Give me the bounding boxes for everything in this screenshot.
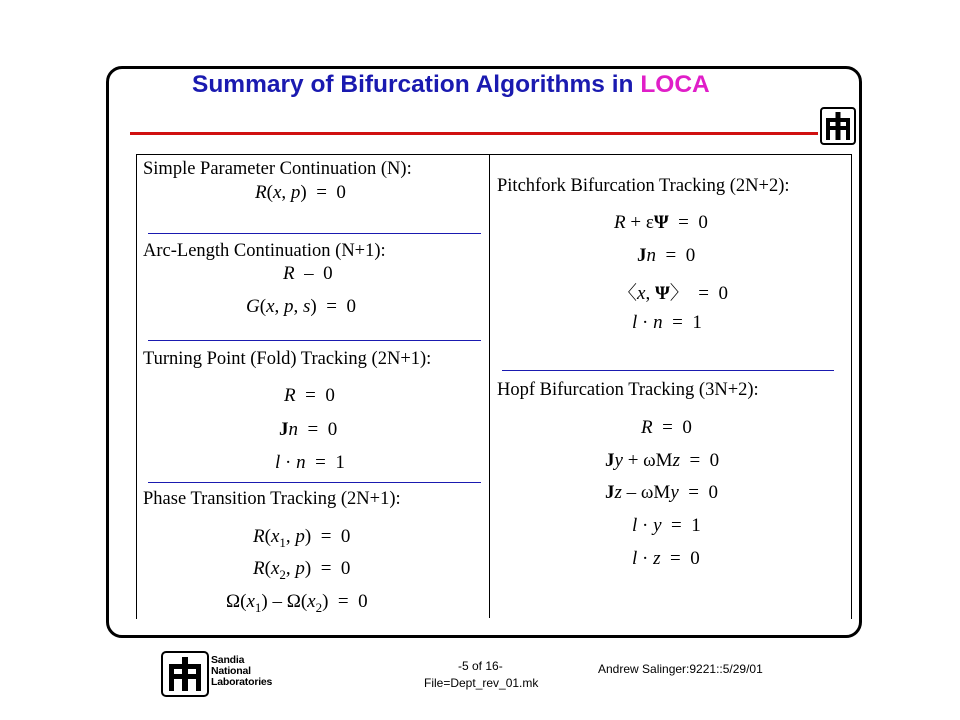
section-divider	[148, 482, 481, 483]
turning-point-equation-2: Jn = 0	[279, 419, 338, 440]
hopf-heading: Hopf Bifurcation Tracking (3N+2):	[497, 380, 759, 400]
title-underline	[130, 132, 818, 135]
sandia-footer-logo-icon	[161, 651, 209, 697]
phase-transition-equation-3: $\Omega(x_1) - \Omega(x_2) = 0$	[226, 591, 368, 615]
slide-title: Summary of Bifurcation Algorithms in LOCA	[192, 71, 710, 98]
pitchfork-equation-1: R + εΨ = 0	[614, 212, 708, 233]
section-divider	[148, 233, 481, 234]
hopf-equation-1: R = 0	[641, 417, 692, 438]
file-name: File=Dept_rev_01.mk	[424, 676, 539, 690]
turning-point-equation-1: R = 0	[284, 385, 335, 406]
pitchfork-equation-4: l · n = 1	[632, 312, 702, 333]
phase-transition-equation-2: $R(x_2$, p) = 0	[253, 558, 351, 582]
page-number: -5 of 16-	[458, 659, 503, 673]
simple-continuation-equation: R(x, p) = 0	[255, 182, 346, 203]
author-date: Andrew Salinger:9221::5/29/01	[598, 662, 763, 676]
phase-transition-heading: Phase Transition Tracking (2N+1):	[143, 489, 401, 509]
simple-continuation-heading: Simple Parameter Continuation (N):	[143, 159, 412, 179]
pitchfork-equation-2: Jn = 0	[637, 245, 696, 266]
pitchfork-heading: Pitchfork Bifurcation Tracking (2N+2):	[497, 176, 790, 196]
section-divider	[148, 340, 481, 341]
section-divider	[502, 370, 834, 371]
arc-length-heading: Arc-Length Continuation (N+1):	[143, 241, 386, 261]
turning-point-equation-3: l · n = 1	[275, 452, 345, 473]
pitchfork-equation-3: 〈x, Ψ〉 = 0	[618, 283, 728, 304]
column-divider	[489, 154, 490, 618]
sandia-wordmark: Sandia National Laboratories	[211, 654, 273, 688]
arc-length-equation-1: R – 0	[283, 263, 333, 284]
hopf-equation-3: Jz – ωMy = 0	[605, 482, 718, 503]
hopf-equation-4: l · y = 1	[632, 515, 701, 536]
hopf-equation-2: Jy + ωMz = 0	[605, 450, 720, 471]
arc-length-equation-2: G(x, p, s) = 0	[246, 296, 356, 317]
turning-point-heading: Turning Point (Fold) Tracking (2N+1):	[143, 349, 432, 369]
phase-transition-equation-1: $R(x_1$, p) = 0	[253, 526, 351, 550]
sandia-logo-icon	[820, 107, 856, 145]
hopf-equation-5: l · z = 0	[632, 548, 700, 569]
